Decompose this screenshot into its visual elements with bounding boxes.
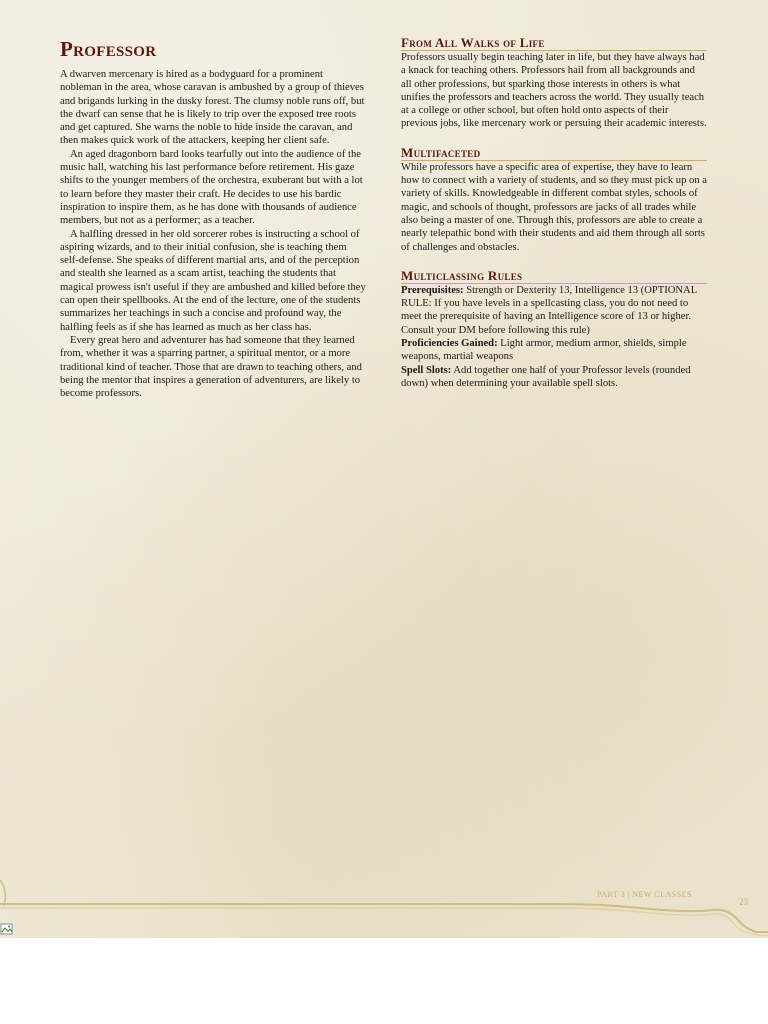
proficiencies-label: Proficiencies Gained:: [401, 338, 498, 350]
spell-slots-label: Spell Slots:: [401, 364, 452, 376]
intro-paragraph-hero: Every great hero and adventurer has had someone that they learned from, whether it was a sparring partner, a spiritual mentor, or a more traditional kind of teacher. Those that are drawn to teaching others, and being the mentor that inspires a generation of adventurers, are likely to become professors.: [60, 334, 362, 400]
heading-multiclassing: Multiclassing Rules: [401, 269, 707, 284]
right-column: [401, 36, 707, 405]
walks-of-life-text: Professors usually begin teaching later in life, but they have always had a knack for teaching others. Professors hail from all backgrounds and all other professions, but sparking those interests in others is what unifies the professors and teachers across the world. They usually teach at a college or other school, but often hold onto aspects of their previous jobs, like mercenary work or persuing their academic interests.: [401, 52, 707, 130]
page-number: 23: [739, 897, 748, 907]
intro-paragraph-halfling: A halfling dressed in her old sorcerer robes is instructing a school of aspiring wizards, and to their initial confusion, she is teaching them self-defense. She speaks of different martial arts, and of the perception and stealth she learned as a scam artist, teaching the students that magical prowess isn't useful if they are ambushed and killed before they can open their spellbooks. At the end of the lecture, one of the students summarizes her teachings in such a concise and profound way, the halfling feels as if she has learned as much as her class has.: [60, 228, 366, 333]
proficiencies-text: Light armor, medium armor, shields, simple weapons, martial weapons: [401, 338, 687, 363]
section-multiclassing: [401, 269, 707, 390]
heading-multifaceted: Multifaceted: [401, 146, 707, 161]
proficiencies-rule: [401, 337, 707, 364]
multifaceted-text: While professors have a specific area of expertise, they have to learn how to connect with a variety of students, and so they must pick up on a variety of skills. Knowledgeable in different combat styles, schools of magic, and schools of thought, professors are jacks of all trades while also being a master of one. Through this, professors are able to create a nearly telepathic bond with their students and aid them through all sorts of challenges and obstacles.: [401, 161, 707, 253]
broken-image-icon: [0, 922, 14, 936]
prerequisites-text: Strength or Dexterity 13, Intelligence 13 (OPTIONAL RULE: If you have levels in a spellcasting class, you do not need to meet the prerequisite of having an Intelligence score of 13 or higher. Consult your DM before following this rule): [401, 284, 697, 336]
left-column: [60, 36, 366, 400]
heading-walks-of-life: From All Walks of Life: [401, 36, 707, 51]
spell-slots-rule: [401, 364, 707, 391]
prerequisites-label: Prerequisites:: [401, 284, 464, 296]
intro-paragraph-dwarf: A dwarven mercenary is hired as a bodyguard for a prominent nobleman in the area, whose caravan is ambushed by a group of thieves and brigands lurking in the dusky forest. The clumsy noble runs off, but the dwarf can sense that he is likely to trip over the exposed tree roots and get captured. She warns the noble to hide inside the caravan, and then makes quick work of the attackers, keeping her client safe.: [60, 69, 365, 147]
footer-section-label: PART 3 | NEW CLASSES: [597, 890, 692, 899]
page-title: Professor: [60, 37, 157, 61]
intro-paragraph-dragonborn: An aged dragonborn bard looks tearfully out into the audience of the music hall, watching his last performance before retirement. His gaze shifts to the younger members of the orchestra, exuberant but with a lot to learn before they master their craft. He decides to use his bardic inspiration to inspire them, as he has done with thousands of audience members, but not as a performer; as a teacher.: [60, 148, 363, 227]
footer-ornament: [0, 880, 768, 938]
section-multifaceted: [401, 146, 707, 254]
prerequisites-rule: [401, 284, 707, 337]
section-walks-of-life: [401, 36, 707, 131]
spell-slots-text: Add together one half of your Professor levels (rounded down) when determining your available spell slots.: [401, 364, 691, 389]
